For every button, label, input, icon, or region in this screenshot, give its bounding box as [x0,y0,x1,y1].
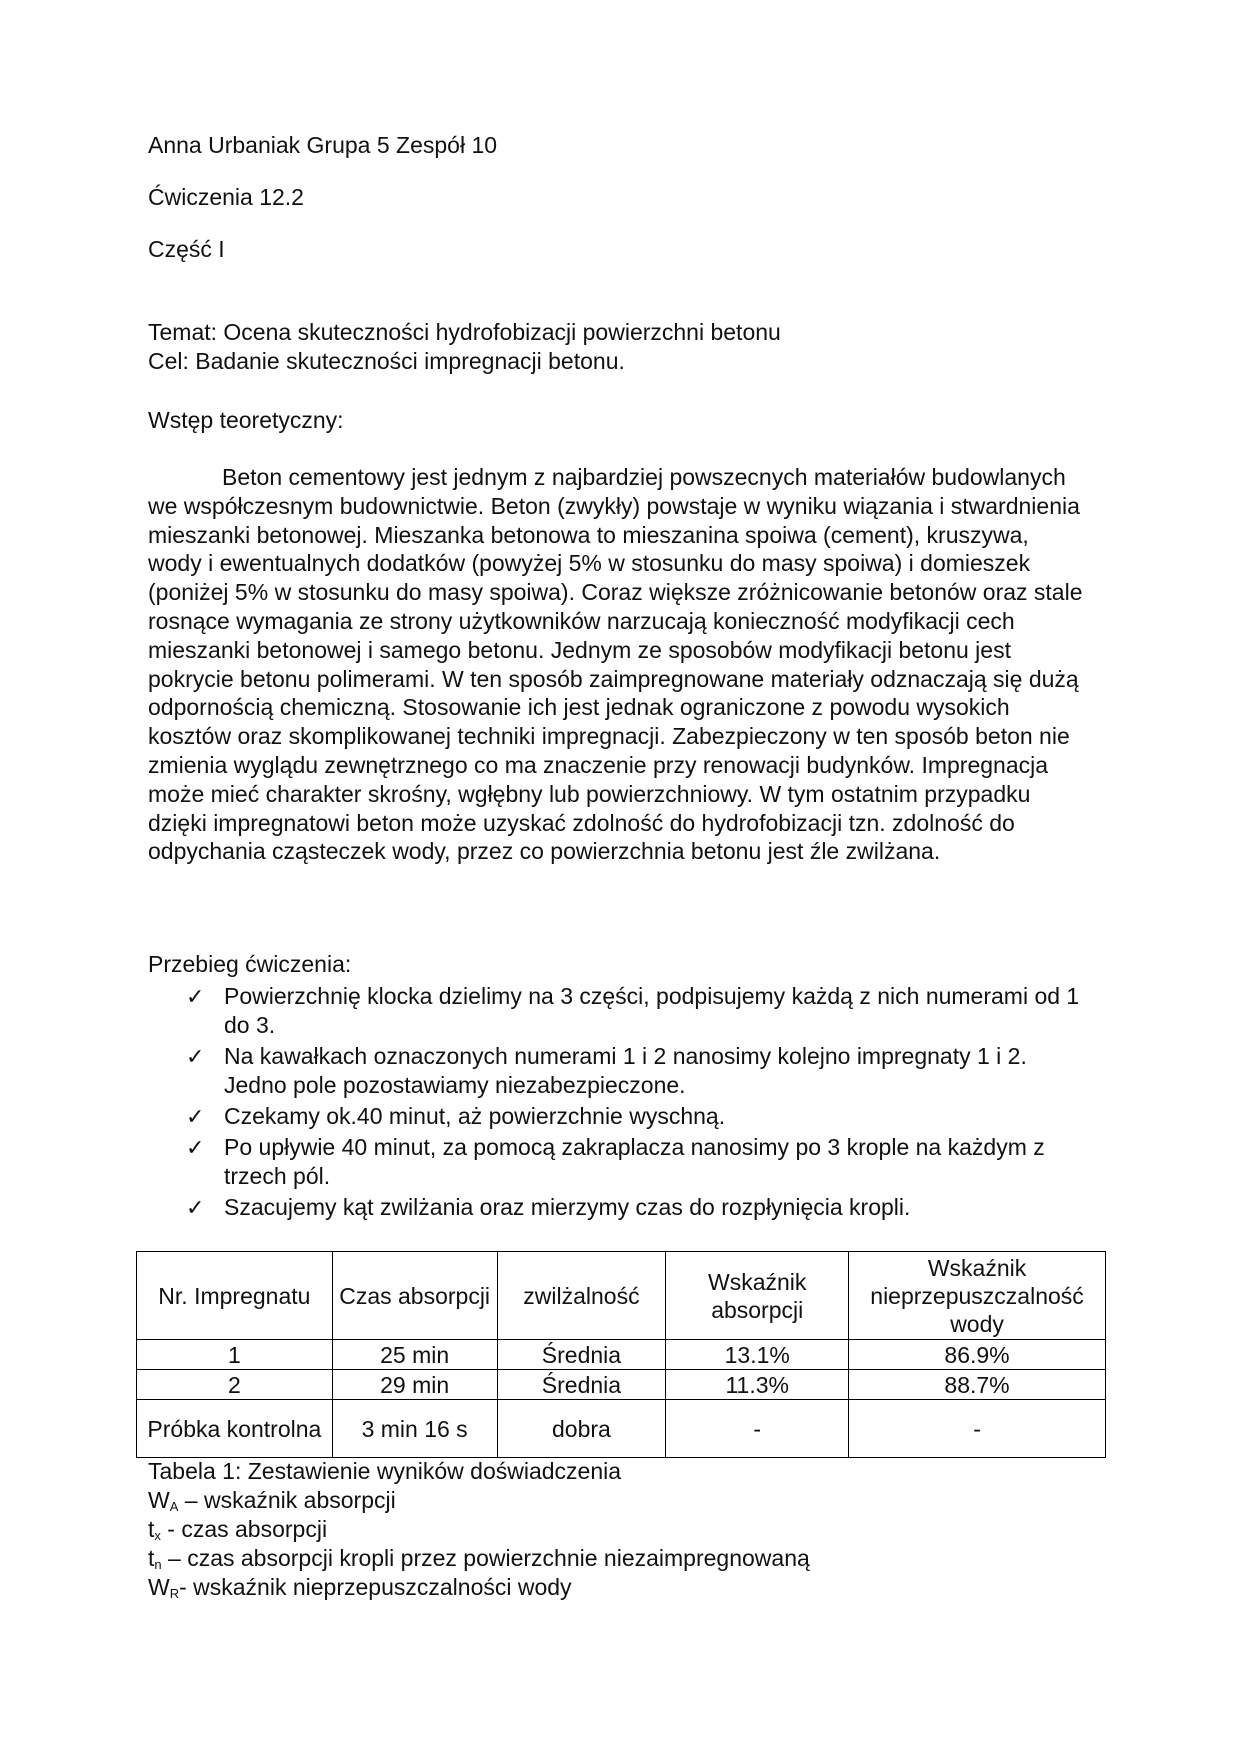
legend-text: – czas absorpcji kropli przez powierzchnie niezaimpregnowaną [161,1545,810,1571]
legend-symbol: W [148,1574,170,1600]
table-cell: 11.3% [666,1370,849,1400]
results-table [136,1251,1106,1458]
legend-subscript: x [154,1528,161,1543]
table-header-row [137,1252,1106,1340]
checkmark-icon: ✓ [186,984,205,1009]
table-cell: Średnia [497,1370,666,1400]
column-header: Wskaźnik nieprzepuszczalność wody [849,1252,1106,1340]
table-cell: - [849,1400,1106,1458]
legend-text: – wskaźnik absorpcji [178,1487,396,1513]
procedure-step [186,982,1086,1040]
legend-text: - wskaźnik nieprzepuszczalności wody [179,1574,572,1600]
legend-block [148,1457,810,1602]
column-header: Czas absorpcji [332,1252,497,1340]
procedure-step-text: Czekamy ok.40 minut, aż powierzchnie wyschną. [224,1103,726,1129]
checkmark-icon: ✓ [186,1044,205,1069]
checkmark-icon: ✓ [186,1104,205,1129]
exercise-number: Ćwiczenia 12.2 [148,184,304,210]
column-header: zwilżalność [497,1252,666,1340]
column-header: Wskaźnik absorpcji [666,1252,849,1340]
legend-symbol: t [148,1545,155,1571]
column-header: Nr. Impregnatu [137,1252,333,1340]
intro-heading: Wstęp teoretyczny: [148,407,344,433]
topic-line: Temat: Ocena skuteczności hydrofobizacji powierzchni betonu [148,319,781,345]
table-row [137,1400,1106,1458]
legend-text: - czas absorpcji [160,1516,328,1542]
procedure-step [186,1133,1086,1191]
legend-item [148,1515,810,1544]
legend-item [148,1573,810,1602]
author-line: Anna Urbaniak Grupa 5 Zespół 10 [148,132,498,158]
procedure-step-text: Po upływie 40 minut, za pomocą zakraplacza nanosimy po 3 krople na każdym z trzech pól. [224,1134,1045,1189]
table-row [137,1340,1106,1370]
procedure-heading: Przebieg ćwiczenia: [148,951,352,977]
procedure-step-text: Szacujemy kąt zwilżania oraz mierzymy czas do rozpłynięcia kropli. [224,1194,911,1220]
table-cell: 13.1% [666,1340,849,1370]
table-cell: 25 min [332,1340,497,1370]
legend-item [148,1486,810,1515]
table-cell: 1 [137,1340,333,1370]
legend-subscript: A [169,1499,179,1514]
procedure-step [186,1102,1086,1131]
legend-symbol: t [148,1516,155,1542]
table-cell: 86.9% [849,1340,1106,1370]
table-cell: dobra [497,1400,666,1458]
procedure-step-text: Na kawałkach oznaczonych numerami 1 i 2 nanosimy kolejno impregnaty 1 i 2. Jedno pole pozostawiamy niezabezpieczone. [224,1043,1027,1098]
procedure-list [186,982,1086,1224]
table-cell: Próbka kontrolna [137,1400,333,1458]
table-cell: 3 min 16 s [332,1400,497,1458]
table-cell: 29 min [332,1370,497,1400]
legend-subscript: n [154,1557,162,1572]
legend-symbol: W [148,1487,170,1513]
part-label: Część I [148,236,225,262]
intro-paragraph: Beton cementowy jest jednym z najbardziej powszecnych materiałów budowlanych we współczesnym budownictwie. Beton (zwykły) powstaje w wyniku wiązania i stwardnienia mieszanki betonowej. Mieszanka betonowa to mieszanina spoiwa (cement), kruszywa, wody i ewentualnych dodatków (powyżej 5% w stosunku do masy spoiwa) i domieszek (poniżej 5% w stosunku do masy spoiwa). Coraz większe zróżnicowanie betonów oraz stale rosnące wymagania ze strony użytkowników narzucają konieczność modyfikacji cech mieszanki betonowej i samego betonu. Jednym ze sposobów modyfikacji betonu jest pokrycie betonu polimerami. W ten sposób zaimpregnowane materiały odznaczają się dużą odpornością chemiczną. Stosowanie ich jest jednak ograniczone z powodu wysokich kosztów oraz skomplikowanej techniki impregnacji. Zabezpieczony w ten sposób beton nie zmienia wyglądu zewnętrznego co ma znaczenie przy renowacji budynków. Impregnacja może mieć charakter skrośny, wgłębny lub powierzchniowy. W tym ostatnim przypadku dzięki impregnatowi beton może uzyskać zdolność do hydrofobizacji tzn. zdolność do odpychania cząsteczek wody, przez co powierzchnia betonu jest źle zwilżana. [148,464,1083,865]
table-caption: Tabela 1: Zestawienie wyników doświadczenia [148,1458,622,1484]
legend-subscript: R [169,1586,180,1601]
table-cell: 88.7% [849,1370,1106,1400]
table-cell: 2 [137,1370,333,1400]
table-cell: Średnia [497,1340,666,1370]
table-row [137,1370,1106,1400]
procedure-step [186,1193,1086,1222]
legend-item [148,1544,810,1573]
procedure-step-text: Powierzchnię klocka dzielimy na 3 części, podpisujemy każdą z nich numerami od 1 do 3. [224,983,1080,1038]
procedure-step [186,1042,1086,1100]
goal-line: Cel: Badanie skuteczności impregnacji betonu. [148,348,625,374]
checkmark-icon: ✓ [186,1195,205,1220]
checkmark-icon: ✓ [186,1135,205,1160]
table-cell: - [666,1400,849,1458]
